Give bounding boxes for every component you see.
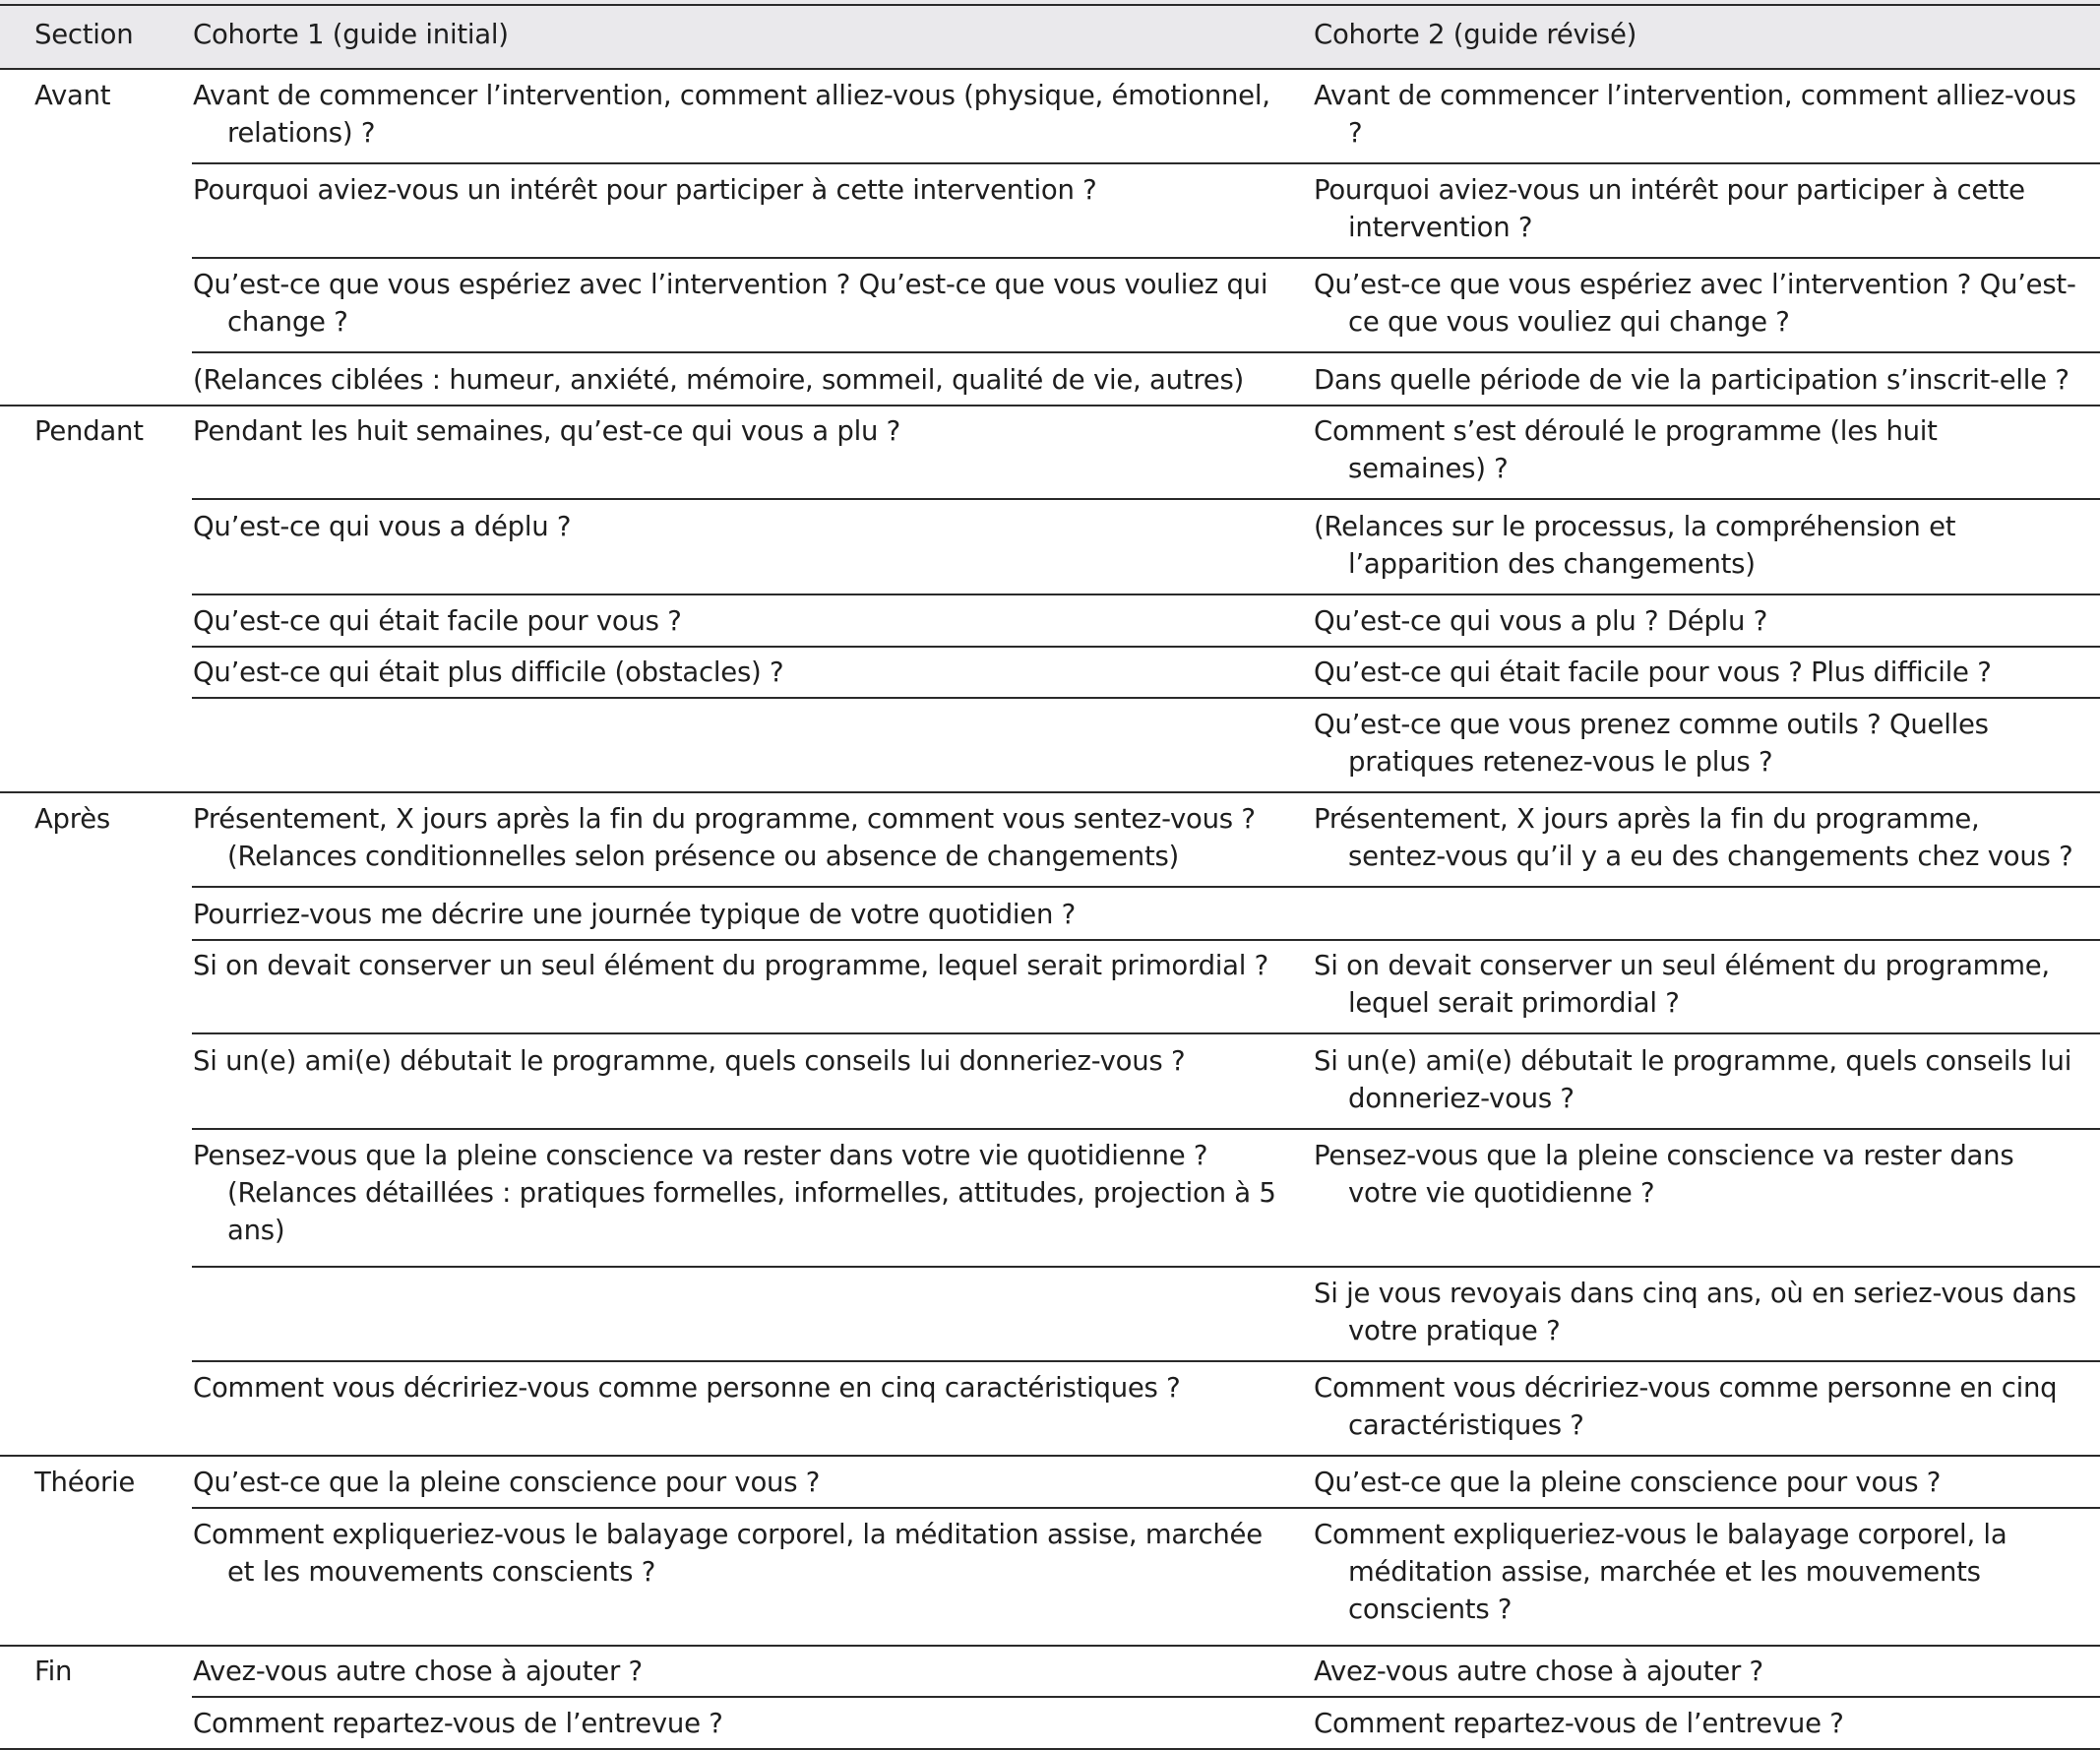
cohort2-cell	[1309, 939, 2100, 1033]
table-row	[0, 1034, 2100, 1129]
table-row	[0, 1697, 2100, 1749]
row-separator	[192, 1032, 2100, 1034]
cohort2-cell	[1309, 888, 2100, 940]
cohort2-cell	[1309, 258, 2100, 352]
cohort2-cell	[1309, 792, 2100, 887]
row-separator	[192, 886, 2100, 888]
cohort1-question: Pendant les huit semaines, qu’est-ce qui vous a plu ?	[193, 415, 900, 448]
cohort1-question: Qu’est-ce qui était facile pour vous ?	[193, 604, 682, 637]
cohort1-question: Qu’est-ce que vous espériez avec l’intervention ? Qu’est-ce que vous vouliez qui change ?	[193, 269, 1268, 339]
cohort1-cell	[188, 1267, 1309, 1361]
cohort2-cell	[1309, 69, 2100, 163]
table-row	[0, 1129, 2100, 1267]
cohort2-cell	[1309, 405, 2100, 499]
cohort2-cell	[1309, 1034, 2100, 1129]
row-separator	[192, 351, 2100, 353]
cohort1-question: (Relances ciblées : humeur, anxiété, mémoire, sommeil, qualité de vie, autres)	[193, 363, 1245, 396]
row-separator	[192, 1696, 2100, 1698]
cohort1-cell	[188, 792, 1309, 887]
header-cohort2: Cohorte 2 (guide révisé)	[1309, 0, 2100, 69]
section-cell-empty	[0, 1508, 188, 1646]
table-row	[0, 1361, 2100, 1456]
cohort2-cell	[1309, 353, 2100, 406]
section-cell-empty	[0, 646, 188, 698]
section-cell-empty	[0, 698, 188, 792]
cohort1-cell	[188, 1034, 1309, 1129]
cohort1-question: Si on devait conserver un seul élément du programme, lequel serait primordial ?	[193, 950, 1268, 982]
table-row	[0, 888, 2100, 940]
cohort2-cell	[1309, 1456, 2100, 1508]
cohort2-cell	[1309, 594, 2100, 647]
cohort1-cell	[188, 698, 1309, 792]
cohort2-question: Dans quelle période de vie la participation s’inscrit-elle ?	[1314, 363, 2069, 396]
cohort2-question: (Relances sur le processus, la compréhension et l’apparition des changements)	[1314, 510, 1956, 580]
cohort1-question: Avez-vous autre chose à ajouter ?	[193, 1656, 643, 1688]
cohort1-question: Comment vous décririez-vous comme personne en cinq caractéristiques ?	[193, 1371, 1181, 1404]
table-top-rule	[0, 4, 2100, 6]
cohort2-cell	[1309, 1508, 2100, 1646]
cohort2-question: Comment vous décririez-vous comme personne en cinq caractéristiques ?	[1314, 1371, 2058, 1441]
cohort1-question: Avant de commencer l’intervention, comment alliez-vous (physique, émotionnel, relations) ?	[193, 79, 1270, 149]
cohort1-cell	[188, 500, 1309, 594]
cohort1-question: Qu’est-ce qui était plus difficile (obstacles) ?	[193, 656, 784, 689]
cohort2-question: Qu’est-ce que vous espériez avec l’intervention ? Qu’est-ce que vous vouliez qui change ?	[1314, 269, 2076, 339]
section-cell-empty	[0, 888, 188, 940]
cohort1-question: Pourquoi aviez-vous un intérêt pour participer à cette intervention ?	[193, 174, 1097, 207]
cohort1-cell	[188, 1508, 1309, 1646]
row-separator	[192, 1360, 2100, 1362]
cohort1-cell	[188, 594, 1309, 647]
cohort1-cell	[188, 1645, 1309, 1697]
section-label: Fin	[34, 1656, 73, 1688]
section-separator	[0, 1645, 2100, 1647]
table-row	[0, 353, 2100, 406]
section-cell-empty	[0, 500, 188, 594]
section-cell-empty	[0, 1034, 188, 1129]
section-separator	[0, 1455, 2100, 1457]
cohort2-question: Si un(e) ami(e) débutait le programme, quels conseils lui donneriez-vous ?	[1314, 1044, 2072, 1114]
row-separator	[192, 1128, 2100, 1130]
cohort1-cell	[188, 405, 1309, 499]
cohort2-question: Comment expliqueriez-vous le balayage corporel, la méditation assise, marchée et les mouvements conscients ?	[1314, 1518, 2007, 1625]
cohort2-question: Avez-vous autre chose à ajouter ?	[1314, 1656, 1763, 1688]
cohort1-cell	[188, 1129, 1309, 1267]
cohort2-cell	[1309, 163, 2100, 258]
cohort2-question: Qu’est-ce que vous prenez comme outils ? Quelles pratiques retenez-vous le plus ?	[1314, 709, 1989, 779]
row-separator	[192, 257, 2100, 259]
cohort2-cell	[1309, 1697, 2100, 1749]
header-cohort1: Cohorte 1 (guide initial)	[188, 0, 1309, 69]
section-cell-empty	[0, 1267, 188, 1361]
section-cell-empty	[0, 1361, 188, 1456]
cohort2-question: Comment s’est déroulé le programme (les huit semaines) ?	[1314, 415, 1938, 485]
header-rule	[0, 68, 2100, 70]
cohort1-cell	[188, 1697, 1309, 1749]
cohort2-cell	[1309, 500, 2100, 594]
table-row	[0, 698, 2100, 792]
table-row	[0, 646, 2100, 698]
cohort1-question: Pourriez-vous me décrire une journée typique de votre quotidien ?	[193, 898, 1076, 930]
cohort2-cell	[1309, 1267, 2100, 1361]
table-row	[0, 939, 2100, 1033]
section-separator	[0, 405, 2100, 406]
cohort2-cell	[1309, 646, 2100, 698]
cohort1-question: Présentement, X jours après la fin du programme, comment vous sentez-vous ? (Relances conditionnelles selon présence ou absence de changements)	[193, 803, 1256, 873]
table-row	[0, 1645, 2100, 1697]
cohort2-question: Comment repartez-vous de l’entrevue ?	[1314, 1708, 1844, 1740]
section-label: Pendant	[34, 415, 144, 448]
row-separator	[192, 594, 2100, 595]
cohort1-cell	[188, 353, 1309, 406]
cohort2-question: Qu’est-ce que la pleine conscience pour vous ?	[1314, 1466, 1942, 1498]
cohort2-question: Pensez-vous que la pleine conscience va rester dans votre vie quotidienne ?	[1314, 1139, 2014, 1209]
table-header-row	[0, 0, 2100, 69]
cohort1-cell	[188, 163, 1309, 258]
table-row	[0, 163, 2100, 258]
table-row	[0, 500, 2100, 594]
row-separator	[192, 646, 2100, 648]
row-separator	[192, 697, 2100, 699]
cohort2-cell	[1309, 1129, 2100, 1267]
cohort2-question: Qu’est-ce qui vous a plu ? Déplu ?	[1314, 604, 1768, 637]
cohort1-cell	[188, 69, 1309, 163]
cohort2-cell	[1309, 1361, 2100, 1456]
cohort2-cell	[1309, 698, 2100, 792]
cohort2-question: Si on devait conserver un seul élément du programme, lequel serait primordial ?	[1314, 950, 2050, 1020]
table-row	[0, 405, 2100, 499]
cohort1-cell	[188, 888, 1309, 940]
table-row	[0, 69, 2100, 163]
cohort2-question: Qu’est-ce qui était facile pour vous ? Plus difficile ?	[1314, 656, 1992, 689]
table-row	[0, 1508, 2100, 1646]
cohort1-cell	[188, 939, 1309, 1033]
section-cell-empty	[0, 163, 188, 258]
section-separator	[0, 791, 2100, 793]
cohort1-question: Comment repartez-vous de l’entrevue ?	[193, 1708, 723, 1740]
section-label: Théorie	[34, 1466, 136, 1498]
section-cell-empty	[0, 258, 188, 352]
section-cell-empty	[0, 939, 188, 1033]
cohort1-question: Qu’est-ce qui vous a déplu ?	[193, 510, 572, 542]
row-separator	[192, 162, 2100, 164]
table-row	[0, 1267, 2100, 1361]
cohort2-question: Avant de commencer l’intervention, comment alliez-vous ?	[1314, 79, 2076, 149]
cohort2-question: Pourquoi aviez-vous un intérêt pour participer à cette intervention ?	[1314, 174, 2025, 244]
row-separator	[192, 498, 2100, 500]
section-label: Après	[34, 803, 110, 836]
section-cell-empty	[0, 353, 188, 406]
section-label: Avant	[34, 79, 111, 111]
cohort1-question: Qu’est-ce que la pleine conscience pour vous ?	[193, 1466, 821, 1498]
cohort2-question: Si je vous revoyais dans cinq ans, où en seriez-vous dans votre pratique ?	[1314, 1277, 2076, 1346]
cohort2-question: Présentement, X jours après la fin du programme, sentez-vous qu’il y a eu des changements chez vous ?	[1314, 803, 2073, 873]
cohort1-cell	[188, 646, 1309, 698]
cohort1-cell	[188, 1456, 1309, 1508]
section-cell-empty	[0, 1697, 188, 1749]
row-separator	[192, 1507, 2100, 1509]
header-section: Section	[0, 0, 188, 69]
cohort1-cell	[188, 258, 1309, 352]
cohort1-question: Pensez-vous que la pleine conscience va rester dans votre vie quotidienne ? (Relances détaillées : pratiques formelles, informelles, attitudes, projection à 5 ans)	[193, 1139, 1276, 1246]
section-cell-empty	[0, 1129, 188, 1267]
table-row	[0, 594, 2100, 647]
cohort2-cell	[1309, 1645, 2100, 1697]
cohort1-cell	[188, 1361, 1309, 1456]
section-cell-empty	[0, 594, 188, 647]
row-separator	[192, 939, 2100, 941]
cohort1-question: Comment expliqueriez-vous le balayage corporel, la méditation assise, marchée et les mouvements conscients ?	[193, 1518, 1263, 1588]
row-separator	[192, 1266, 2100, 1268]
table-row	[0, 792, 2100, 887]
table-row	[0, 258, 2100, 352]
cohort1-question: Si un(e) ami(e) débutait le programme, quels conseils lui donneriez-vous ?	[193, 1044, 1186, 1077]
table-row	[0, 1456, 2100, 1508]
